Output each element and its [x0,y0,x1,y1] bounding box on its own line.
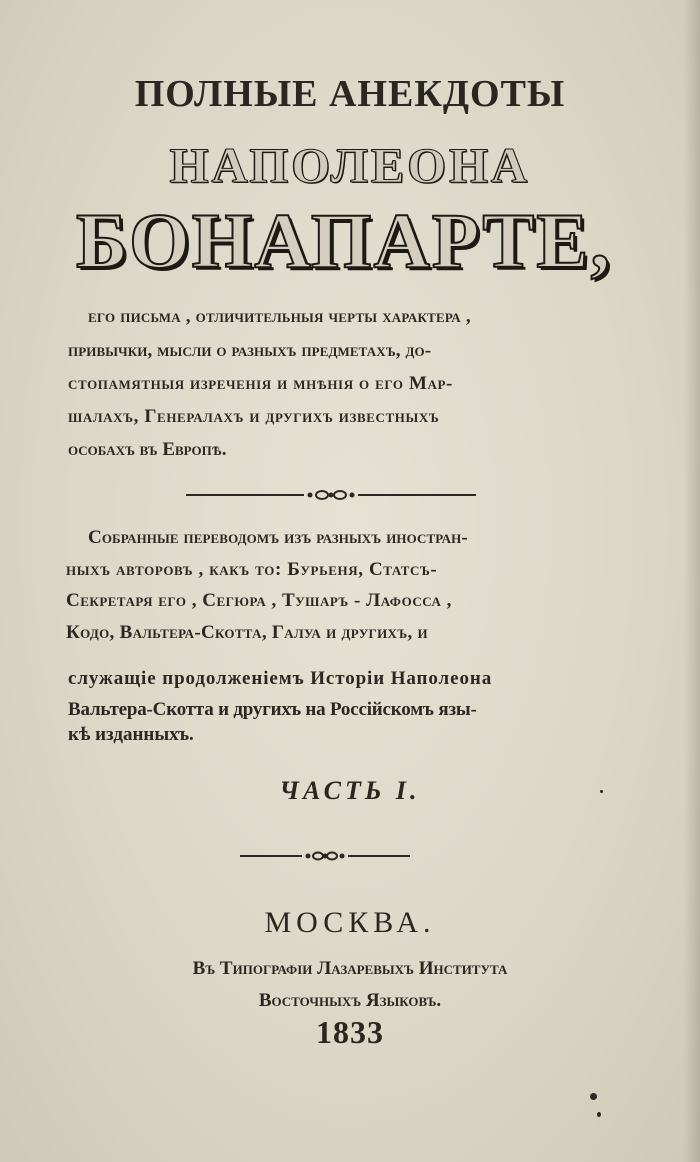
title-line-1: ПОЛНЫЕ АНЕКДОТЫ [134,73,566,115]
collected-line-4: Кодо, Вальтера-Скотта, Галуа и другихъ, и [66,622,428,643]
imprint-press-line-1: Въ Типографіи Лазаревыхъ Института [192,958,508,979]
ink-spot [597,1112,601,1117]
imprint-city: МОСКВА. [264,906,436,939]
imprint-press-line-2: Восточныхъ Языковъ. [258,990,442,1011]
subtitle-line-1: его письма , отличительныя черты характера , [88,306,471,327]
subtitle-line-3: стопамятныя изреченія и мнѣнія о его Мар- [68,373,453,394]
imprint-year: 1833 [316,1014,384,1050]
ornament-rule-bottom [240,846,410,866]
serving-line-3: кѣ изданныхъ. [68,724,194,745]
collected-line-3: Секретаря его , Сегюра , Тушаръ - Лафосса , [66,590,452,611]
collected-line-2: ныхъ авторовъ , какъ то: Бурьеня, Статсъ- [66,559,438,580]
part-number: ЧАСТЬ I. [279,776,421,805]
ink-spot [600,790,603,793]
title-line-2: НАПОЛЕОНА [169,137,531,193]
subtitle-line-4: шалахъ, Генералахъ и другихъ известныхъ [68,406,440,427]
ornament-rule-top [186,484,476,506]
collected-line-1: Собранные переводомъ изъ разныхъ иностран- [88,527,468,548]
serving-line-1: служащіе продолженіемъ Исторіи Наполеона [68,668,493,689]
serving-line-2: Вальтера-Скотта и другихъ на Россійскомъ язы- [68,699,477,720]
subtitle-line-2: привычки, мысли о разныхъ предметахъ, до- [68,340,432,361]
title-line-3: БОНАПАРТЕ, [76,197,612,284]
subtitle-line-5: особахъ въ Европѣ. [68,439,227,460]
ink-spot [590,1093,597,1100]
